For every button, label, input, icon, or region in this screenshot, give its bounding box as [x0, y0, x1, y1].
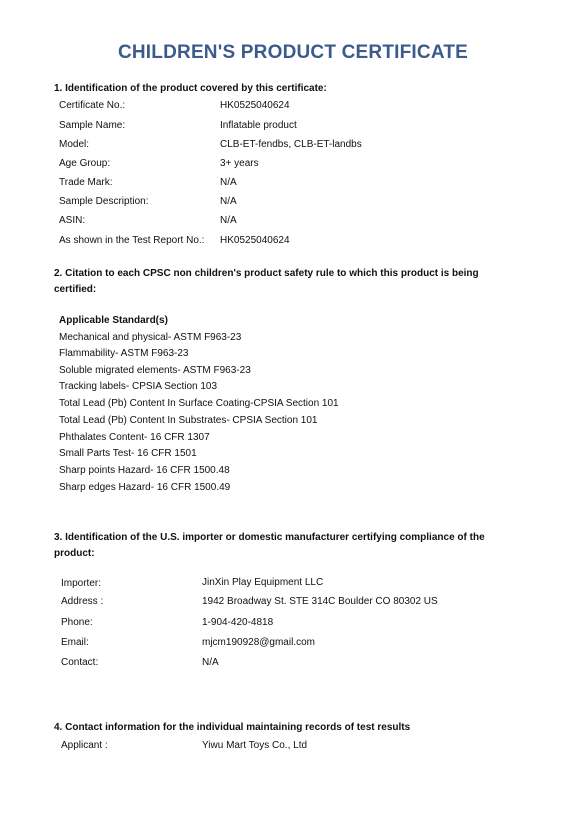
phone-label: Phone:: [61, 617, 93, 628]
importer-label: Importer:: [61, 578, 102, 589]
section3-heading-line2: product:: [54, 548, 95, 559]
importer-value: JinXin Play Equipment LLC: [202, 577, 324, 588]
section1-heading: 1. Identification of the product covered by this certificate:: [54, 83, 327, 94]
standard-item: Tracking labels- CPSIA Section 103: [59, 381, 218, 392]
address-label: Address :: [61, 596, 104, 607]
cert-no-value: HK0525040624: [220, 100, 290, 111]
trade-mark-value: N/A: [220, 177, 237, 188]
standard-item: Sharp points Hazard- 16 CFR 1500.48: [59, 465, 230, 476]
standard-item: Soluble migrated elements- ASTM F963-23: [59, 365, 251, 376]
standard-item: Total Lead (Pb) Content In Substrates- CPSIA Section 101: [59, 415, 318, 426]
standard-item: Mechanical and physical- ASTM F963-23: [59, 332, 242, 343]
applicant-value: Yiwu Mart Toys Co., Ltd: [202, 740, 308, 751]
standard-item: Flammability- ASTM F963-23: [59, 348, 189, 359]
sample-description-value: N/A: [220, 196, 237, 207]
section2-heading-line2: certified:: [54, 284, 97, 295]
section3-heading-line1: 3. Identification of the U.S. importer or domestic manufacturer certifying compliance of the: [54, 532, 485, 543]
cert-no-label: Certificate No.:: [59, 100, 126, 111]
address-value: 1942 Broadway St. STE 314C Boulder CO 80302 US: [202, 596, 438, 607]
phone-value: 1-904-420-4818: [202, 617, 274, 628]
sample-name-label: Sample Name:: [59, 120, 126, 131]
standard-item: Total Lead (Pb) Content In Surface Coating-CPSIA Section 101: [59, 398, 339, 409]
contact-value: N/A: [202, 657, 219, 668]
age-group-value: 3+ years: [220, 158, 259, 169]
page-title: CHILDREN'S PRODUCT CERTIFICATE: [117, 42, 469, 63]
asin-label: ASIN:: [59, 215, 86, 226]
sample-name-value: Inflatable product: [220, 120, 297, 131]
email-label: Email:: [61, 637, 89, 648]
model-value: CLB-ET-fendbs, CLB-ET-landbs: [220, 139, 362, 150]
contact-label: Contact:: [61, 657, 99, 668]
age-group-label: Age Group:: [59, 158, 111, 169]
asin-value: N/A: [220, 215, 237, 226]
email-value: mjcm190928@gmail.com: [202, 637, 315, 648]
standard-item: Small Parts Test- 16 CFR 1501: [59, 448, 197, 459]
section2-heading-line1: 2. Citation to each CPSC non children's product safety rule to which this product is being: [54, 268, 479, 279]
section4-heading: 4. Contact information for the individual maintaining records of test results: [54, 722, 411, 733]
test-report-value: HK0525040624: [220, 235, 290, 246]
standards-heading: Applicable Standard(s): [59, 315, 168, 326]
applicant-label: Applicant :: [61, 740, 108, 751]
standard-item: Sharp edges Hazard- 16 CFR 1500.49: [59, 482, 231, 493]
trade-mark-label: Trade Mark:: [59, 177, 113, 188]
standard-item: Phthalates Content- 16 CFR 1307: [59, 432, 210, 443]
model-label: Model:: [59, 139, 90, 150]
test-report-label: As shown in the Test Report No.:: [59, 235, 205, 246]
sample-description-label: Sample Description:: [59, 196, 149, 207]
